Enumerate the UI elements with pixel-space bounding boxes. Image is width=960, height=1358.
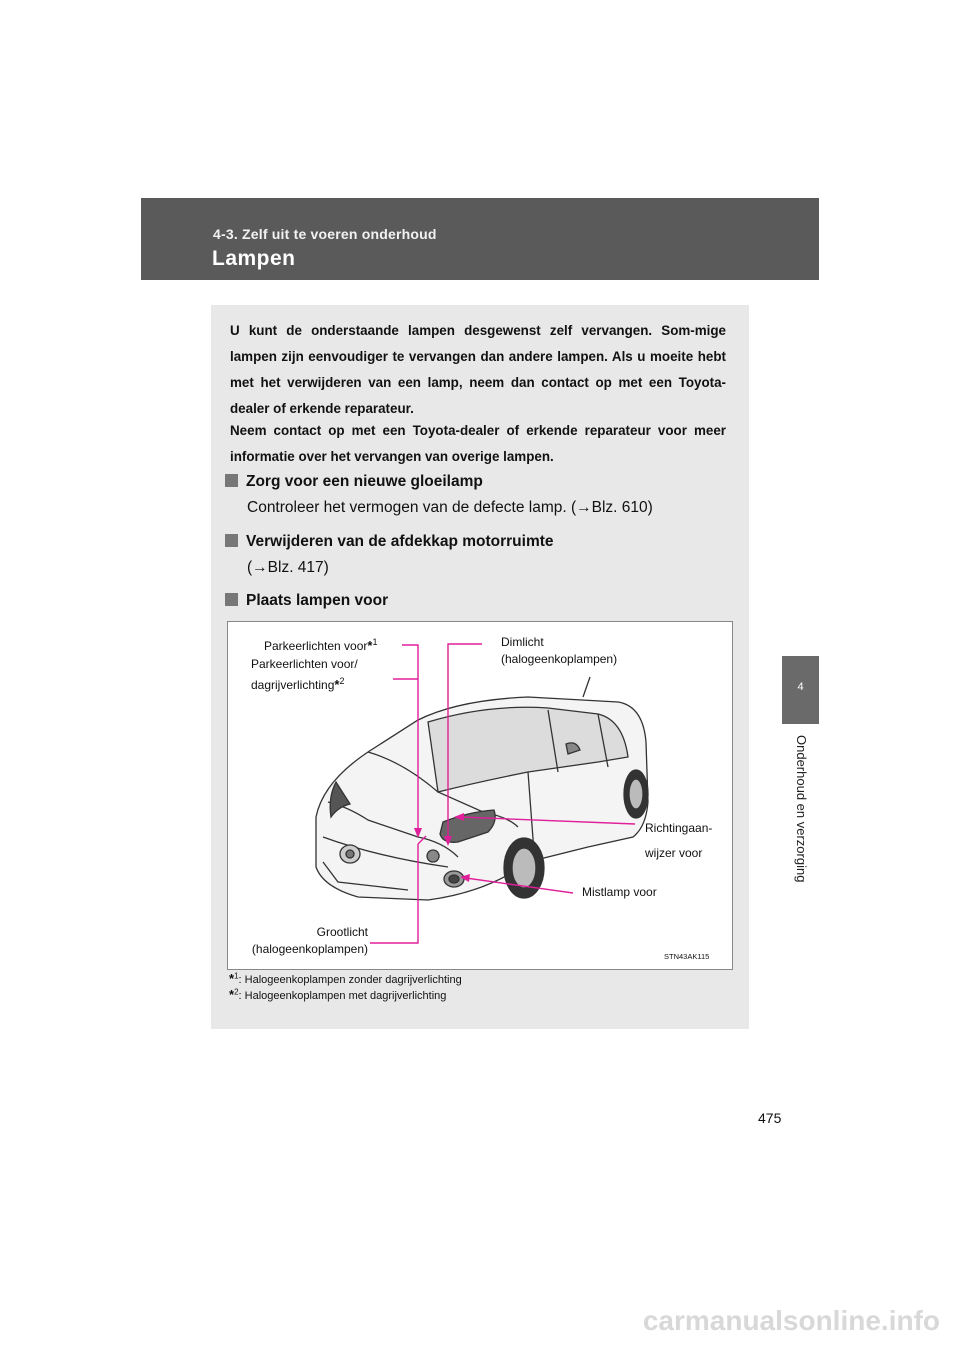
- section-header: [141, 198, 819, 280]
- chapter-number: 4: [797, 681, 804, 693]
- label-grootlicht: Grootlicht (halogeenkoplampen): [251, 925, 368, 956]
- square-bullet-icon: [225, 534, 238, 547]
- lamp-location-figure: [227, 621, 733, 970]
- intro-paragraph-1: U kunt de onderstaande lampen desgewenst zelf vervangen. Som-mige lampen zijn eenvoudiger te vervangen dan andere lampen. Als u moeite hebt met het verwijderen van een lamp, neem dan contact op met een Toyota-dealer of erkende reparateur.: [230, 323, 726, 416]
- body-cover: (→Blz. 417): [247, 559, 329, 576]
- heading-cover: Verwijderen van de afdekkap motorruimte: [225, 533, 554, 551]
- label-dimlicht: Dimlicht (halogeenkoplampen): [501, 635, 618, 666]
- section-label: 4-3. Zelf uit te voeren onderhoud: [213, 226, 437, 242]
- heading-bulb: Zorg voor een nieuwe gloeilamp: [225, 473, 483, 491]
- label-parkeerlichten-2: Parkeerlichten voor/ dagrijverlichting*$^2$: [251, 657, 358, 692]
- label-mistlamp: Mistlamp voor: [582, 885, 657, 899]
- label-parkeerlichten-1: Parkeerlichten voor*$^1$: [264, 637, 378, 653]
- square-bullet-icon: [225, 593, 238, 606]
- watermark-text[interactable]: carmanualsonline.info: [642, 1305, 940, 1336]
- page-title: Lampen: [212, 247, 296, 270]
- chapter-tab[interactable]: [782, 656, 819, 724]
- footnote-1: *$^1$: Halogeenkoplampen zonder dagrijverlichting: [229, 971, 462, 986]
- page-number: 475: [758, 1110, 782, 1126]
- square-bullet-icon: [225, 474, 238, 487]
- body-bulb: Controleer het vermogen van de defecte lamp. (→Blz. 610): [247, 499, 653, 516]
- content-box: [211, 305, 749, 1029]
- chapter-side-text: [770, 735, 830, 975]
- figure-code: STN43AK115: [664, 952, 710, 961]
- footnote-2: *$^2$: Halogeenkoplampen met dagrijverlichting: [229, 987, 447, 1002]
- chapter-title: Onderhoud en verzorging: [794, 735, 809, 883]
- heading-front-lamps: Plaats lampen voor: [225, 592, 388, 610]
- intro-paragraph-2: Neem contact op met een Toyota-dealer of erkende reparateur voor meer informatie over het vervangen van overige lampen.: [230, 423, 726, 464]
- label-richtingaanwijzer: Richtingaan- wijzer voor: [645, 821, 713, 860]
